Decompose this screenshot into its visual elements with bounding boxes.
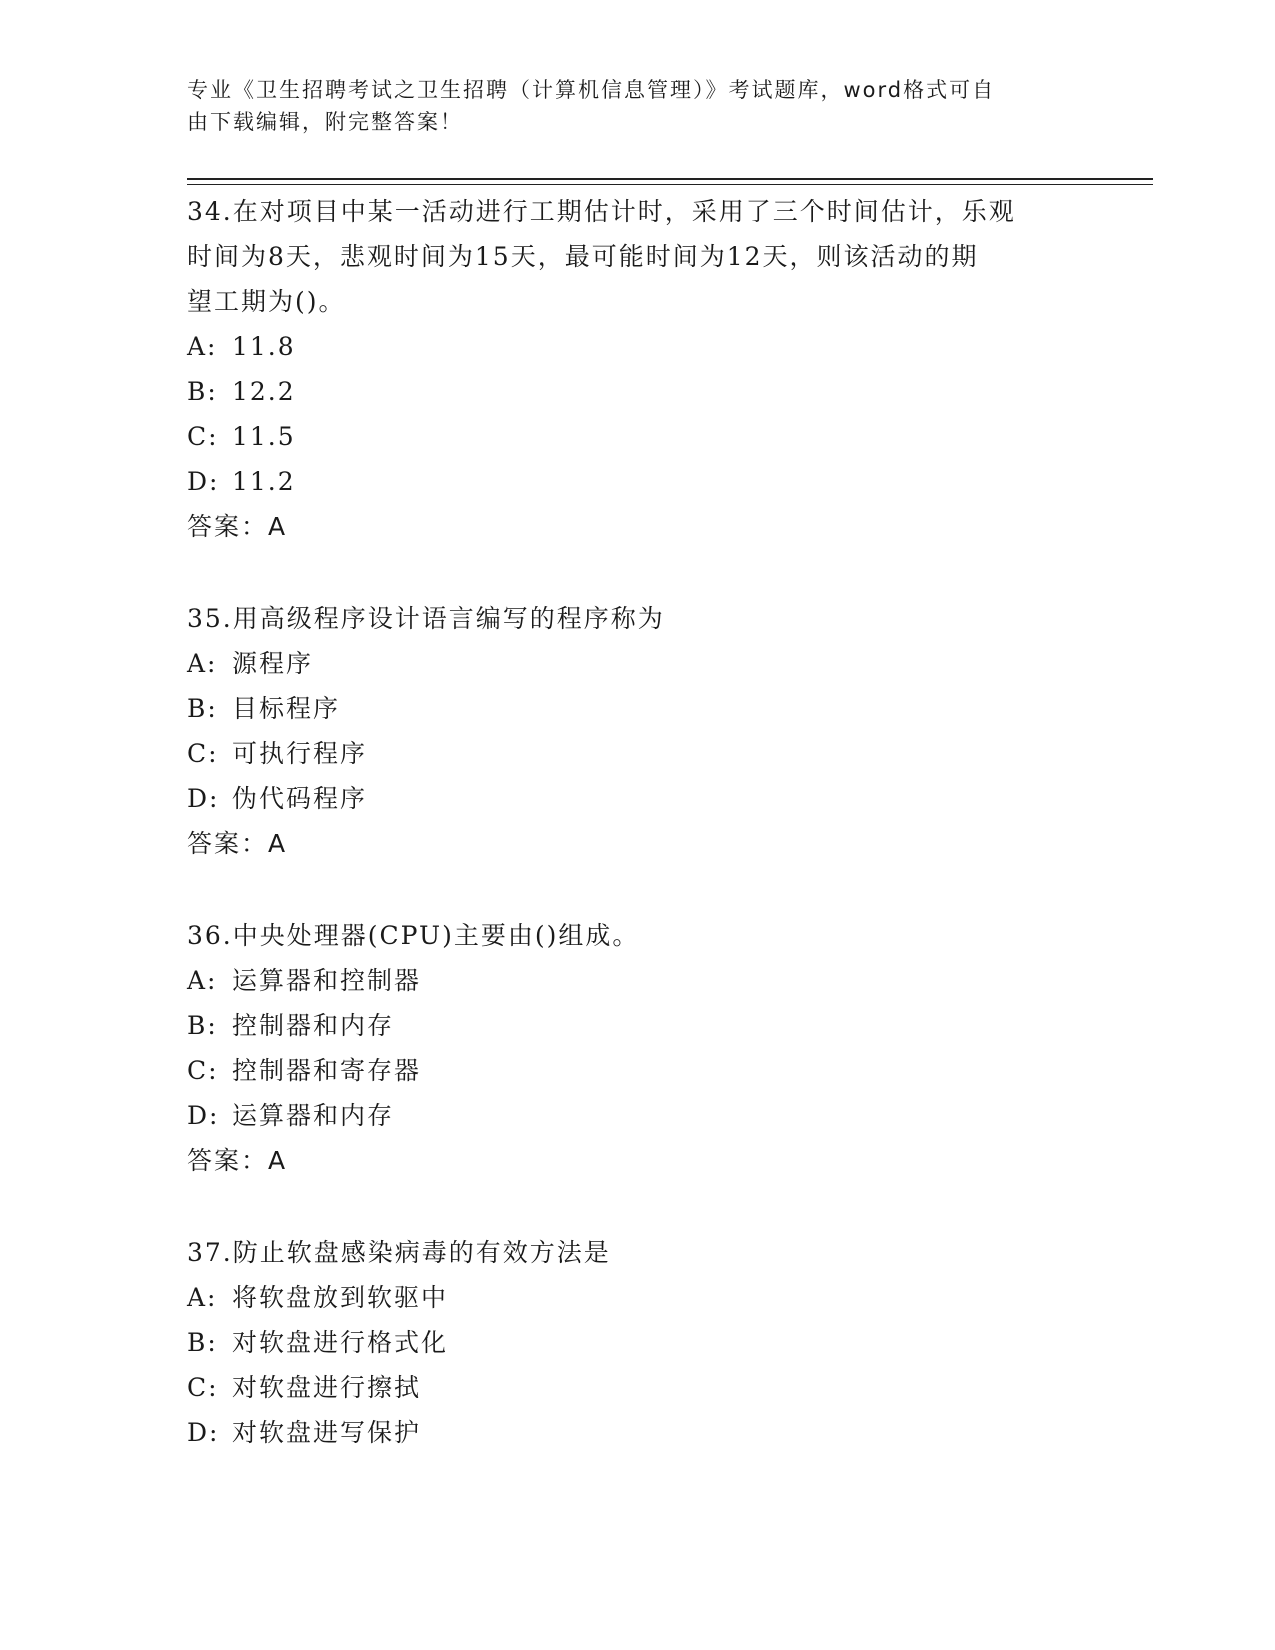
option-c [187, 731, 1087, 776]
option-letter: B: [187, 377, 218, 406]
option-text: 11.5 [232, 422, 296, 451]
option-c [187, 1365, 1087, 1410]
option-text: 11.8 [232, 332, 296, 361]
option-text: 对软盘进写保护 [232, 1418, 422, 1447]
option-text: 将软盘放到软驱中 [232, 1283, 449, 1312]
option-a [187, 958, 1087, 1003]
option-text: 控制器和内存 [232, 1011, 395, 1040]
option-letter: D: [187, 467, 220, 496]
document-header [187, 74, 1067, 138]
option-letter: B: [187, 694, 218, 723]
question-34 [187, 189, 1087, 550]
question-stem [187, 189, 1087, 324]
option-text: 目标程序 [232, 694, 341, 723]
option-text: 运算器和内存 [232, 1101, 395, 1130]
option-letter: A: [187, 332, 218, 361]
option-d [187, 1410, 1087, 1455]
answer-line: 答案：A [187, 512, 288, 541]
question-stem-line: 36.中央处理器(CPU)主要由()组成。 [187, 921, 640, 950]
option-b [187, 1003, 1087, 1048]
option-letter: A: [187, 966, 218, 995]
option-text: 对软盘进行擦拭 [232, 1373, 422, 1402]
option-letter: D: [187, 1101, 220, 1130]
option-a [187, 1275, 1087, 1320]
option-letter: C: [187, 1056, 219, 1085]
header-line-2: 由下载编辑，附完整答案！ [187, 110, 463, 134]
option-letter: C: [187, 739, 219, 768]
option-text: 伪代码程序 [232, 784, 368, 813]
header-divider-thin [187, 184, 1153, 185]
option-letter: A: [187, 1283, 218, 1312]
option-b [187, 369, 1087, 414]
question-35 [187, 596, 1087, 867]
header-line-1: 专业《卫生招聘考试之卫生招聘（计算机信息管理）》考试题库，word格式可自 [187, 78, 996, 102]
option-letter: B: [187, 1011, 218, 1040]
question-stem-line: 时间为8天，悲观时间为15天，最可能时间为12天，则该活动的期 [187, 242, 979, 271]
option-text: 12.2 [232, 377, 296, 406]
option-letter: B: [187, 1328, 218, 1357]
question-stem-line: 34.在对项目中某一活动进行工期估计时，采用了三个时间估计，乐观 [187, 197, 1016, 226]
option-text: 11.2 [232, 467, 296, 496]
option-c [187, 1048, 1087, 1093]
question-37 [187, 1230, 1087, 1455]
question-list [187, 189, 1087, 1501]
option-b [187, 686, 1087, 731]
question-stem [187, 1230, 1087, 1275]
question-stem-line: 37.防止软盘感染病毒的有效方法是 [187, 1238, 611, 1267]
option-a [187, 641, 1087, 686]
option-letter: C: [187, 1373, 219, 1402]
option-text: 可执行程序 [232, 739, 368, 768]
option-a [187, 324, 1087, 369]
header-divider-thick [187, 178, 1153, 180]
option-text: 控制器和寄存器 [232, 1056, 422, 1085]
question-stem-line: 望工期为()。 [187, 287, 346, 316]
answer-line: 答案：A [187, 829, 288, 858]
option-b [187, 1320, 1087, 1365]
option-letter: A: [187, 649, 218, 678]
option-letter: D: [187, 1418, 220, 1447]
question-36 [187, 913, 1087, 1184]
option-text: 对软盘进行格式化 [232, 1328, 449, 1357]
question-stem [187, 913, 1087, 958]
option-d [187, 459, 1087, 504]
question-stem-line: 35.用高级程序设计语言编写的程序称为 [187, 604, 665, 633]
option-text: 源程序 [232, 649, 314, 678]
option-d [187, 1093, 1087, 1138]
option-letter: C: [187, 422, 219, 451]
option-text: 运算器和控制器 [232, 966, 422, 995]
option-d [187, 776, 1087, 821]
question-stem [187, 596, 1087, 641]
option-c [187, 414, 1087, 459]
answer-line: 答案：A [187, 1146, 288, 1175]
option-letter: D: [187, 784, 220, 813]
